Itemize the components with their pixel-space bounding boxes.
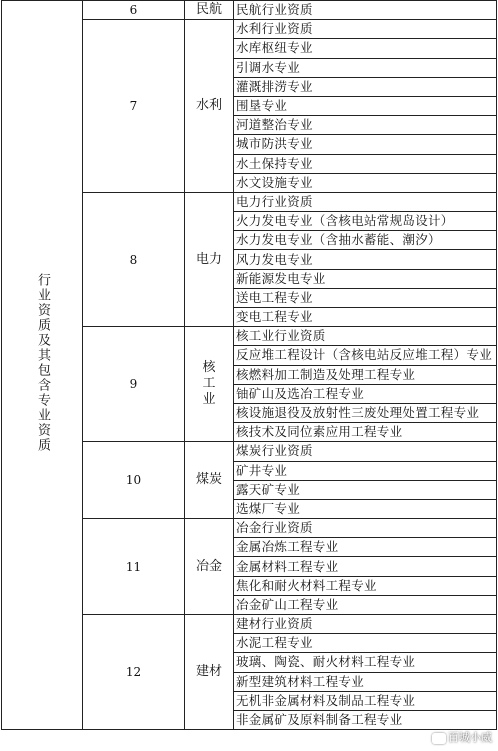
qualification-item: 水土保持专业 (234, 154, 497, 173)
group-number: 7 (83, 20, 185, 193)
group-name: 建材 (185, 615, 234, 730)
qualification-item: 新能源发电专业 (234, 269, 497, 288)
qualification-item: 建材行业资质 (234, 615, 497, 634)
group-name-text: 核工业 (202, 359, 216, 407)
qualification-item: 冶金矿山工程专业 (234, 595, 497, 614)
qualification-table (1, 0, 497, 730)
qualification-item: 水泥工程专业 (234, 634, 497, 653)
qualification-item: 选煤厂专业 (234, 499, 497, 518)
group-number: 10 (83, 442, 185, 519)
qualification-item: 矿井专业 (234, 461, 497, 480)
group-name: 民航 (185, 1, 234, 20)
qualification-item: 引调水专业 (234, 58, 497, 77)
qualification-item: 水力发电专业（含抽水蓄能、潮汐） (234, 231, 497, 250)
group-name: 电力 (185, 192, 234, 326)
qualification-item: 煤炭行业资质 (234, 442, 497, 461)
group-number: 11 (83, 519, 185, 615)
qualification-item: 围垦专业 (234, 96, 497, 115)
category-cell (2, 1, 83, 730)
qualification-item: 城市防洪专业 (234, 135, 497, 154)
qualification-item: 火力发电专业（含核电站常规岛设计） (234, 212, 497, 231)
qualification-item: 金属冶炼工程专业 (234, 538, 497, 557)
watermark-text: 百城小威 (448, 731, 492, 744)
qualification-item: 新型建筑材料工程专业 (234, 672, 497, 691)
qualification-item: 冶金行业资质 (234, 519, 497, 538)
qualification-item: 核工业行业资质 (234, 327, 497, 346)
qualification-item: 变电工程专业 (234, 308, 497, 327)
group-name: 煤炭 (185, 442, 234, 519)
qualification-item: 水利行业资质 (234, 20, 497, 39)
qualification-item: 送电工程专业 (234, 288, 497, 307)
qualification-item: 核燃料加工制造及处理工程专业 (234, 365, 497, 384)
table-row (2, 1, 497, 20)
qualification-item: 铀矿山及选冶工程专业 (234, 384, 497, 403)
qualification-item: 金属材料工程专业 (234, 557, 497, 576)
qualification-item: 露天矿专业 (234, 480, 497, 499)
qualification-item: 民航行业资质 (234, 1, 497, 20)
qualification-item: 焦化和耐火材料工程专业 (234, 576, 497, 595)
qualification-item: 水文设施专业 (234, 173, 497, 192)
group-number: 6 (83, 1, 185, 20)
qualification-item: 玻璃、陶瓷、耐火材料工程专业 (234, 653, 497, 672)
qualification-item: 风力发电专业 (234, 250, 497, 269)
chat-icon (432, 733, 446, 744)
watermark (432, 729, 492, 745)
group-number: 12 (83, 615, 185, 730)
group-name: 冶金 (185, 519, 234, 615)
category-label: 行业资质及其包含专业资质 (35, 272, 50, 453)
qualification-item: 非金属矿及原料制备工程专业 (234, 710, 497, 729)
qualification-item: 核设施退役及放射性三废处理处置工程专业 (234, 403, 497, 422)
group-number: 9 (83, 327, 185, 442)
qualification-item: 河道整治专业 (234, 116, 497, 135)
group-name: 水利 (185, 20, 234, 193)
qualification-item: 电力行业资质 (234, 192, 497, 211)
qualification-item: 无机非金属材料及制品工程专业 (234, 691, 497, 710)
qualification-item: 反应堆工程设计（含核电站反应堆工程）专业 (234, 346, 497, 365)
group-number: 8 (83, 192, 185, 326)
group-name (185, 327, 234, 442)
qualification-item: 核技术及同位素应用工程专业 (234, 423, 497, 442)
qualification-item: 灌溉排涝专业 (234, 77, 497, 96)
qualification-item: 水库枢纽专业 (234, 39, 497, 58)
